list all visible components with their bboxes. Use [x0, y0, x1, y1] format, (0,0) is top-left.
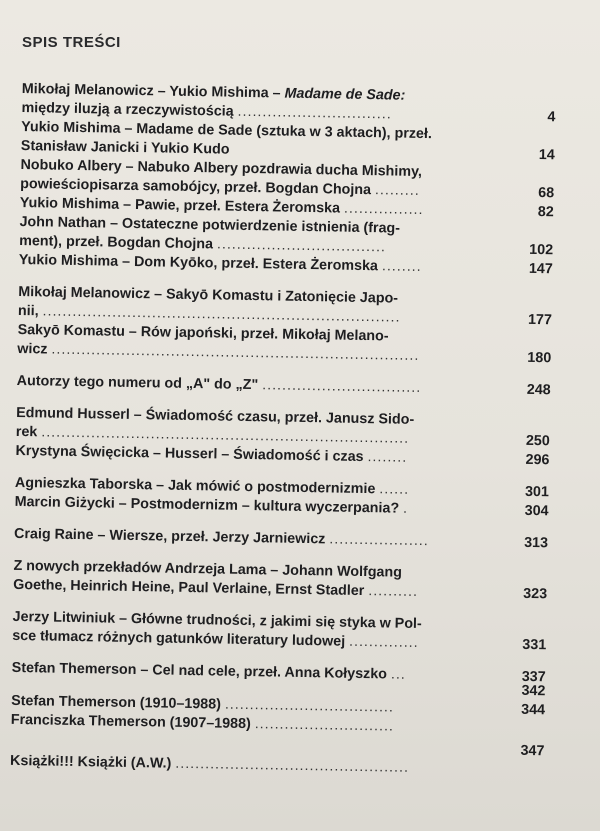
entry-title-cont: między iluzją a rzeczywistością — [21, 99, 238, 120]
entry-title: Jerzy Litwiniuk – Główne trudności, z jakimi się styka w Pol- — [12, 608, 422, 633]
page-number: 296 — [525, 451, 550, 469]
entry-title: Krystyna Święcicka – Husserl – Świadomość i czas — [15, 442, 368, 466]
leader-dots: ... — [390, 666, 406, 683]
page-number: 250 — [525, 432, 550, 450]
toc-entry — [17, 321, 552, 368]
page-number — [501, 738, 545, 739]
entry-title: Yukio Mishima – Pawie, przeł. Estera Żeromska — [19, 194, 345, 217]
page-number: 82 — [537, 204, 554, 221]
entry-title: Mikołaj Melanowicz – Sakyō Komastu i Zatonięcie Japo- — [18, 283, 399, 307]
leader-dots: .......................................................................... — [51, 341, 420, 364]
page-number: 177 — [527, 311, 553, 329]
entry-title: Autorzy tego numeru od „A" do „Z" — [16, 372, 263, 394]
page-number: 347 — [520, 742, 545, 760]
entry-title-cont: wicz — [17, 340, 52, 358]
entry-title-italic: Madame de Sade: — [284, 85, 406, 104]
page-number: 14 — [538, 147, 555, 164]
entry-title: Sakyō Komastu – Rów japoński, przeł. Mikołaj Melano- — [17, 321, 389, 345]
page-number: 301 — [524, 483, 550, 501]
leader-dots: .................................. — [216, 236, 387, 256]
leader-dots: ........................................................................ — [42, 303, 401, 326]
entry-title: Marcin Giżycki – Postmodernizm – kultura wyczerpania? — [14, 493, 404, 517]
toc-entry — [12, 608, 547, 655]
entry-title: Stefan Themerson – Cel nad cele, przeł. Anna Kołyszko — [11, 659, 392, 683]
entry-title: Książki!!! Książki (A.W.) — [9, 752, 176, 772]
entry-title: Edmund Husserl – Świadomość czasu, przeł. Janusz Sido- — [16, 404, 415, 428]
page-number: 4 — [547, 109, 556, 126]
leader-dots: . — [402, 500, 409, 517]
leader-dots: ................ — [343, 200, 424, 219]
page-number: 342 — [521, 682, 546, 700]
leader-dots: ................................ — [262, 377, 422, 397]
entry-title: Nobuko Albery – Nabuko Albery pozdrawia ducha Mishimy, — [20, 156, 423, 180]
entry-title: Craig Raine – Wiersze, przeł. Jerzy Jarniewicz — [13, 525, 330, 548]
entry-title-cont: Stanisław Janicki i Yukio Kudo — [20, 137, 230, 158]
page-number: 323 — [523, 585, 548, 603]
entry-title-cont: ment), przeł. Bogdan Chojna — [19, 232, 218, 253]
page-number: 147 — [528, 260, 553, 278]
leader-dots: .................................. — [224, 696, 395, 716]
entry-title: Mikołaj Melanowicz – Yukio Mishima – — [21, 80, 285, 102]
leader-dots: ........ — [381, 258, 422, 276]
leader-dots: ......... — [374, 182, 420, 199]
toc-entry — [17, 372, 551, 400]
page-number — [500, 779, 544, 780]
entry-title: Agnieszka Taborska – Jak mówić o postmodernizmie — [14, 474, 380, 498]
leader-dots: .............. — [348, 633, 419, 652]
entry-title: Yukio Mishima – Madame de Sade (sztuka w 3 aktach), przeł. — [21, 118, 433, 143]
leader-dots: ...... — [379, 481, 410, 498]
page-number: 102 — [529, 241, 554, 259]
entry-title-cont: sce tłumacz różnych gatunków literatury ludowej — [12, 627, 350, 650]
leader-dots: .................... — [329, 531, 429, 550]
entry-title: John Nathan – Ostateczne potwierdzenie istnienia (frag- — [19, 213, 401, 237]
entry-title-cont: nii, — [17, 302, 43, 320]
toc-list — [10, 80, 556, 780]
entry-title-cont: Goethe, Heinrich Heine, Paul Verlaine, Ernst Stadler — [13, 576, 369, 600]
toc-entry — [13, 557, 548, 604]
page-number: 313 — [523, 534, 549, 552]
page-number: 248 — [526, 381, 551, 399]
toc-entry — [14, 525, 548, 553]
page-number: 337 — [521, 668, 546, 686]
entry-title: Stefan Themerson (1910–1988) — [11, 692, 226, 713]
leader-dots: ............................ — [254, 716, 395, 735]
toc-heading: SPIS TREŚCI — [22, 34, 121, 51]
leader-dots: .......... — [368, 583, 419, 600]
leader-dots: ............................................... — [175, 755, 410, 776]
leader-dots: ........ — [367, 449, 408, 466]
page-number: 304 — [524, 502, 549, 520]
entry-title-cont: rek — [15, 423, 42, 441]
entry-title-cont: powieściopisarza samobójcy, przeł. Bogdan Chojna — [20, 175, 376, 199]
entry-title: Yukio Mishima – Dom Kyōko, przeł. Estera Żeromska — [18, 251, 383, 275]
entry-title: Z nowych przekładów Andrzeja Lama – Johann Wolfgang — [13, 557, 403, 581]
page-number: 180 — [527, 349, 552, 367]
entry-title: Franciszka Themerson (1907–1988) — [10, 711, 255, 733]
page-number: 68 — [538, 185, 555, 202]
leader-dots: ............................... — [237, 103, 392, 123]
page-number: 344 — [521, 701, 546, 719]
leader-dots: .......................................................................... — [41, 424, 410, 447]
page-number: 331 — [522, 636, 547, 654]
